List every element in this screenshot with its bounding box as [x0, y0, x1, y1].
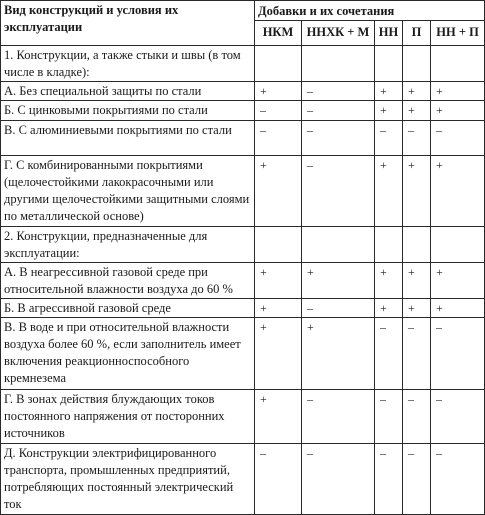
row-label: Г. С комбинированными покрытиями (щелочестойкими лакокрасочными или другими щелочестойкими защитными слоями по металлической основе)	[1, 155, 255, 226]
row-label: В. В воде и при относительной влажности воздуха более 60 %, если заполнитель имеет включения реакционноспособного кремнезема	[1, 318, 255, 390]
mark-cell: –	[403, 444, 431, 515]
mark-cell: +	[403, 101, 431, 120]
table-row	[1, 444, 485, 515]
mark-cell: –	[302, 444, 375, 515]
table-row	[1, 389, 485, 443]
mark-cell: –	[255, 120, 302, 155]
mark-cell: +	[431, 101, 485, 120]
table-row	[1, 318, 485, 390]
mark-cell	[375, 226, 403, 262]
mark-cell	[302, 46, 375, 82]
mark-cell: –	[375, 318, 403, 390]
mark-cell: –	[431, 389, 485, 443]
mark-cell: +	[403, 82, 431, 101]
mark-cell: +	[255, 318, 302, 390]
mark-cell: –	[403, 120, 431, 155]
mark-cell: –	[255, 101, 302, 120]
mark-cell	[431, 226, 485, 262]
row-label: 1. Конструкции, а также стыки и швы (в том числе в кладке):	[1, 46, 255, 82]
mark-cell: +	[403, 299, 431, 318]
mark-cell: –	[302, 82, 375, 101]
table-row	[1, 101, 485, 120]
mark-cell: +	[255, 262, 302, 298]
mark-cell	[375, 46, 403, 82]
mark-cell: –	[302, 120, 375, 155]
mark-cell: +	[403, 155, 431, 226]
mark-cell: –	[431, 318, 485, 390]
table-row	[1, 82, 485, 101]
header-col-nn: НН	[375, 21, 403, 46]
table-row	[1, 226, 485, 262]
mark-cell	[403, 46, 431, 82]
mark-cell: +	[431, 82, 485, 101]
mark-cell: +	[431, 262, 485, 298]
row-label: Г. В зонах действия блуждающих токов постоянного напряжения от посторонних источников	[1, 389, 255, 443]
mark-cell: –	[302, 155, 375, 226]
mark-cell: +	[375, 262, 403, 298]
mark-cell: +	[431, 299, 485, 318]
mark-cell: –	[302, 389, 375, 443]
mark-cell: –	[302, 299, 375, 318]
header-col-nn-p: НН + П	[431, 21, 485, 46]
mark-cell: +	[375, 82, 403, 101]
table-row	[1, 262, 485, 298]
mark-cell	[302, 226, 375, 262]
mark-cell: +	[375, 101, 403, 120]
mark-cell: +	[431, 155, 485, 226]
mark-cell: +	[302, 318, 375, 390]
table-row	[1, 155, 485, 226]
row-label: А. Без специальной защиты по стали	[1, 82, 255, 101]
row-label: Д. Конструкции электрифицированного транспорта, промышленных предприятий, потребляющих постоянный электрический ток	[1, 444, 255, 515]
mark-cell	[431, 46, 485, 82]
mark-cell: –	[375, 389, 403, 443]
row-label: А. В неагрессивной газовой среде при относительной влажности воздуха до 60 %	[1, 262, 255, 298]
mark-cell: +	[255, 82, 302, 101]
table-row	[1, 46, 485, 82]
mark-cell: –	[431, 444, 485, 515]
mark-cell: –	[403, 318, 431, 390]
row-label: Б. В агрессивной газовой среде	[1, 299, 255, 318]
mark-cell: +	[403, 262, 431, 298]
mark-cell: +	[255, 389, 302, 443]
row-label: 2. Конструкции, предназначенные для эксплуатации:	[1, 226, 255, 262]
mark-cell: +	[255, 299, 302, 318]
table-row	[1, 299, 485, 318]
mark-cell: +	[375, 155, 403, 226]
header-col-nkm: НКМ	[255, 21, 302, 46]
mark-cell: –	[403, 389, 431, 443]
mark-cell: +	[302, 262, 375, 298]
mark-cell	[403, 226, 431, 262]
table-row	[1, 120, 485, 155]
mark-cell: +	[375, 299, 403, 318]
row-label: В. С алюминиевыми покрытиями по стали	[1, 120, 255, 155]
mark-cell: –	[431, 120, 485, 155]
header-additives-group: Добавки и их сочетания	[255, 1, 485, 21]
mark-cell: –	[375, 444, 403, 515]
mark-cell: –	[302, 101, 375, 120]
header-col-nnkhk-m: ННХК + М	[302, 21, 375, 46]
header-col-p: П	[403, 21, 431, 46]
mark-cell	[255, 226, 302, 262]
header-construction-type: Вид конструкций и условия их эксплуатации	[1, 1, 255, 46]
row-label: Б. С цинковыми покрытиями по стали	[1, 101, 255, 120]
mark-cell: –	[255, 444, 302, 515]
mark-cell: –	[375, 120, 403, 155]
mark-cell	[255, 46, 302, 82]
mark-cell: +	[255, 155, 302, 226]
